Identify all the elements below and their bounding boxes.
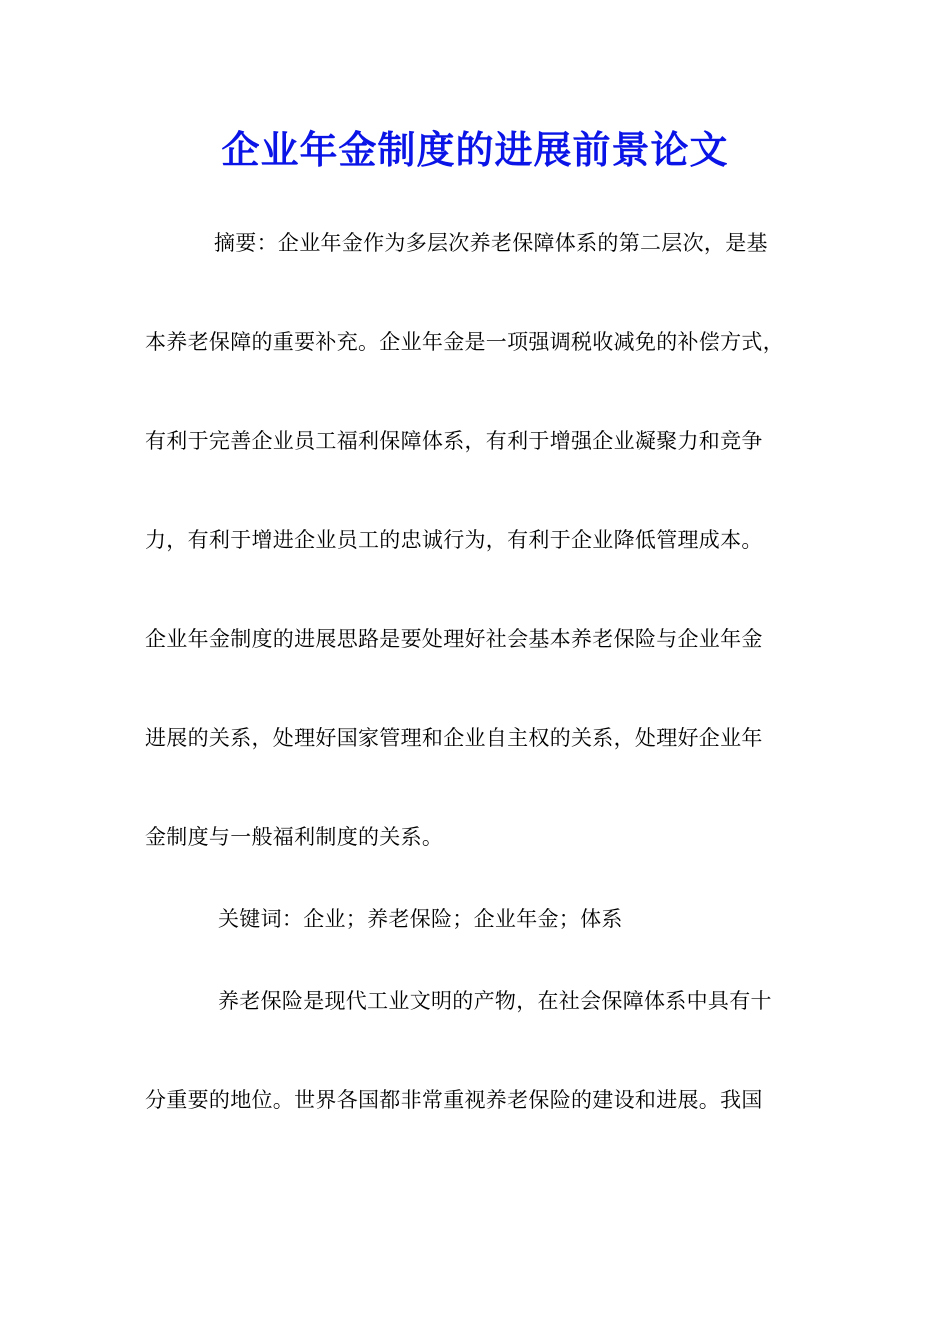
abstract-line-4: 力，有利于增进企业员工的忠诚行为，有利于企业降低管理成本。 — [145, 528, 763, 552]
abstract-line-3: 有利于完善企业员工福利保障体系，有利于增强企业凝聚力和竞争 — [145, 429, 763, 453]
abstract-line-1: 摘要：企业年金作为多层次养老保障体系的第二层次，是基 — [214, 231, 768, 255]
body-line-1: 养老保险是现代工业文明的产物，在社会保障体系中具有十 — [218, 989, 772, 1013]
abstract-line-2: 本养老保障的重要补充。企业年金是一项强调税收减免的补偿方式， — [145, 330, 784, 354]
abstract-line-5: 企业年金制度的进展思路是要处理好社会基本养老保险与企业年金 — [145, 627, 763, 651]
body-line-2: 分重要的地位。世界各国都非常重视养老保险的建设和进展。我国 — [145, 1088, 763, 1112]
document-title: 企业年金制度的进展前景论文 — [221, 127, 729, 172]
keywords-line: 关键词：企业；养老保险；企业年金；体系 — [218, 907, 623, 931]
abstract-line-7: 金制度与一般福利制度的关系。 — [145, 825, 444, 849]
abstract-line-6: 进展的关系，处理好国家管理和企业自主权的关系，处理好企业年 — [145, 726, 763, 750]
